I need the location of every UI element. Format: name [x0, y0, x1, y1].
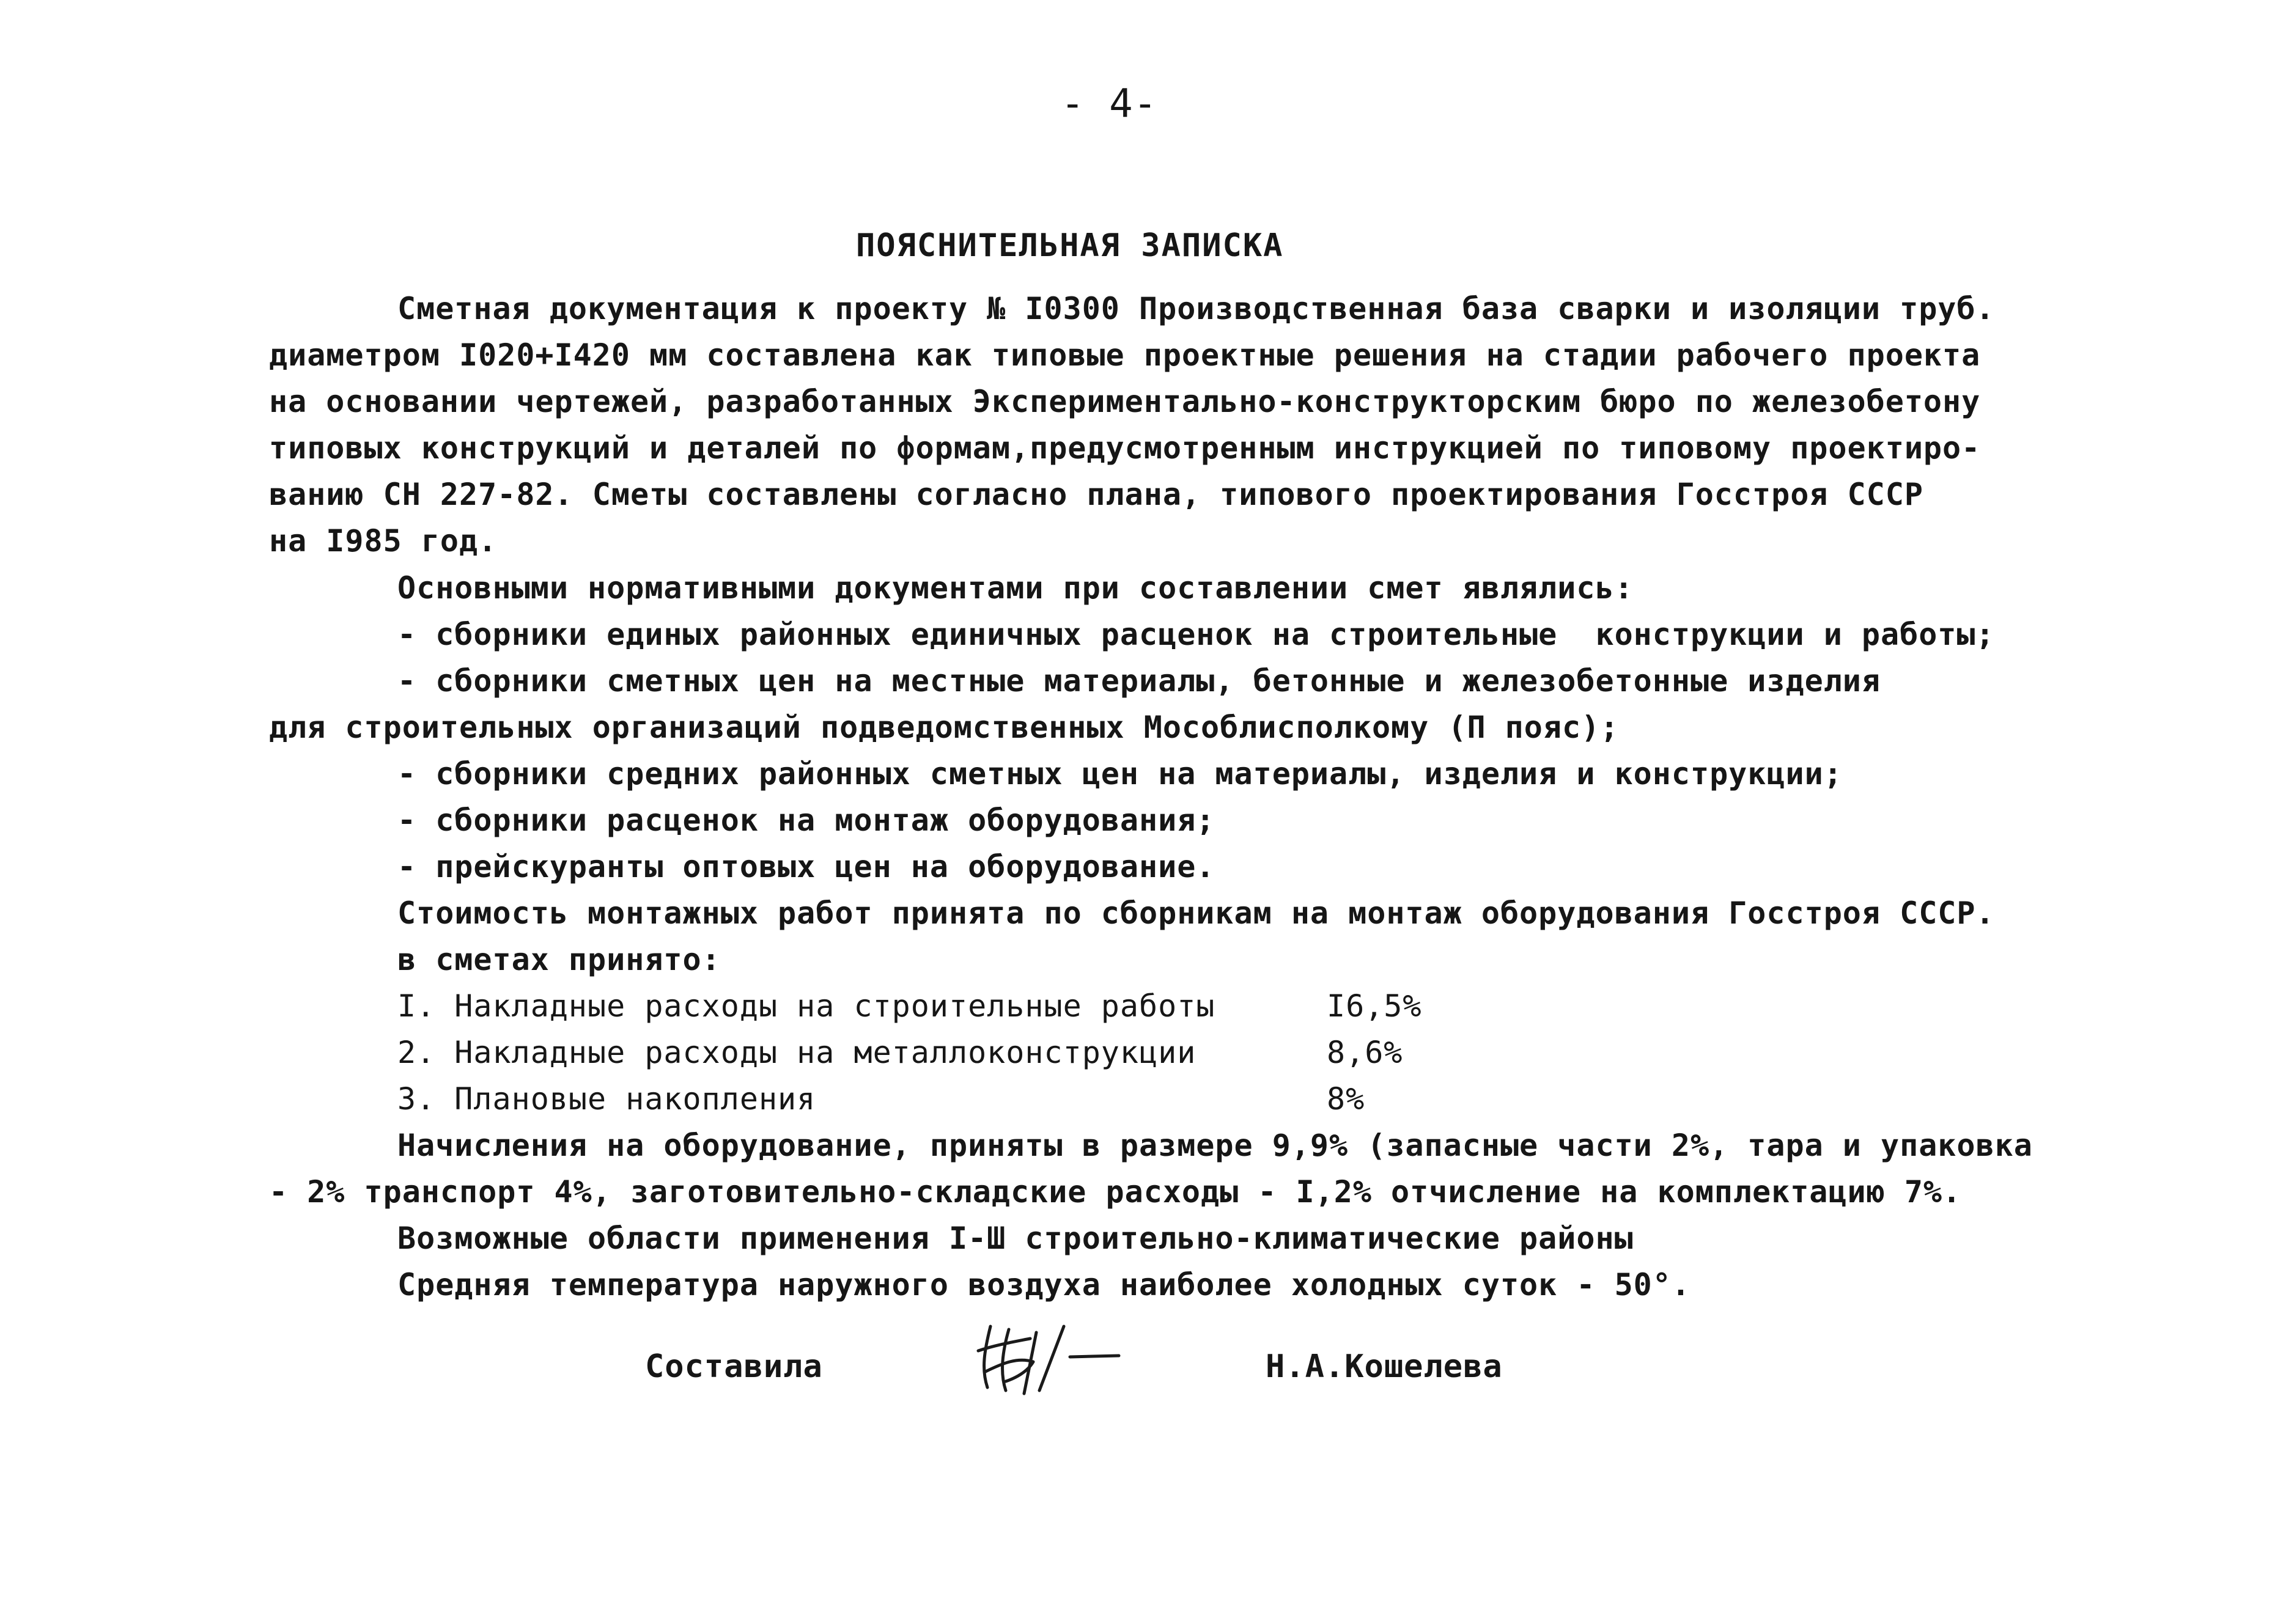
paragraph-line: на основании чертежей, разработанных Экспериментально-конструкторским бюро по железобетону: [269, 384, 1981, 419]
rate-value: 8,6%: [1327, 1035, 1403, 1070]
signature-name: Н.А.Кошелева: [1266, 1348, 1503, 1385]
accepted-intro: в сметах принято:: [397, 942, 721, 977]
norms-intro: Основными нормативными документами при составлении смет являлись:: [397, 570, 1634, 606]
paragraph-line: на I985 год.: [269, 523, 498, 559]
temperature-unit: °.: [1652, 1267, 1691, 1303]
signature-label: Составила: [645, 1348, 823, 1385]
rate-label: 2. Накладные расходы на металлоконструкции: [397, 1035, 1196, 1070]
paragraph-line: Сметная документация к проекту № I0300 Производственная база сварки и изоляции труб.: [397, 291, 1995, 326]
paragraph-line: Начисления на оборудование, приняты в размере 9,9% (запасные части 2%, тара и упаковка: [397, 1128, 2033, 1163]
paragraph-line: ванию СН 227-82. Сметы составлены согласно плана, типового проектирования Госстроя СССР: [269, 477, 1923, 512]
list-item: - прейскуранты оптовых цен на оборудование.: [397, 849, 1215, 884]
list-item: для строительных организаций подведомственных Мособлисполкому (П пояс);: [269, 710, 1620, 745]
application-note: Возможные области применения I-Ш строительно-климатические районы: [397, 1221, 1634, 1256]
rate-value: 8%: [1327, 1081, 1365, 1117]
list-item: - сборники средних районных сметных цен на материалы, изделия и конструкции;: [397, 756, 1843, 792]
temperature-note: [397, 1266, 1691, 1303]
paragraph-line: типовых конструкций и деталей по формам,предусмотренным инструкцией по типовому проектиро-: [269, 430, 1981, 466]
paragraph-line: диаметром I020+I420 мм составлена как типовые проектные решения на стадии рабочего проекта: [269, 337, 1981, 373]
paragraph-line: - 2% транспорт 4%, заготовительно-складские расходы - I,2% отчисление на комплектацию 7%.: [269, 1174, 1962, 1210]
rate-label: I. Накладные расходы на строительные работы: [397, 988, 1215, 1024]
rate-label: 3. Плановые накопления: [397, 1081, 816, 1117]
document-title: ПОЯСНИТЕЛЬНАЯ ЗАПИСКА: [856, 227, 1284, 264]
list-item: - сборники сметных цен на местные материалы, бетонные и железобетонные изделия: [397, 663, 1881, 699]
list-item: - сборники единых районных единичных расценок на строительные конструкции и работы;: [397, 617, 1995, 652]
handwritten-signature-icon: [972, 1314, 1143, 1400]
page-number: - 4-: [1061, 81, 1158, 127]
rate-value: I6,5%: [1327, 988, 1422, 1024]
list-item: - сборники расценок на монтаж оборудования;: [397, 803, 1215, 838]
installation-cost-note: Стоимость монтажных работ принята по сборникам на монтаж оборудования Госстроя СССР.: [397, 895, 1995, 931]
temperature-text: Средняя температура наружного воздуха наиболее холодных суток - 50: [397, 1267, 1653, 1303]
